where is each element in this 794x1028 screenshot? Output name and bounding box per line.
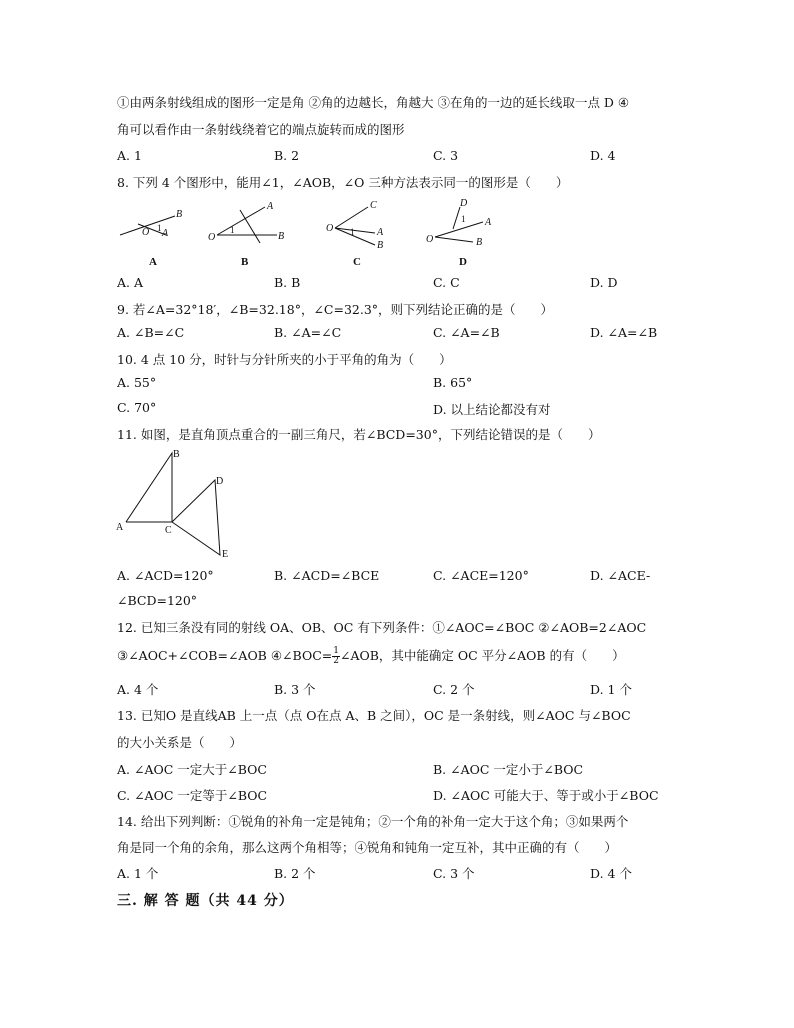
q9-option-b: B. ∠A=∠C — [274, 325, 342, 340]
svg-text:O: O — [326, 223, 334, 234]
q10-option-b: B. 65° — [433, 375, 473, 390]
q9-option-d: D. ∠A=∠B — [590, 325, 658, 340]
q12-stem: 12. 已知三条没有同的射线 OA、OB、OC 有下列条件：①∠AOC=∠BOC ②∠AOB=2∠AOC — [117, 620, 647, 635]
q8-option-a: A. A — [117, 275, 144, 290]
svg-text:D: D — [216, 476, 224, 487]
svg-text:D: D — [460, 198, 468, 209]
svg-text:A: A — [485, 217, 492, 228]
q7-option-d: D. 4 — [590, 148, 616, 163]
q11-option-c: C. ∠ACE=120° — [433, 568, 529, 583]
svg-text:B: B — [241, 256, 249, 268]
q8-figure-c — [326, 200, 384, 251]
svg-text:B: B — [176, 209, 183, 220]
q14-option-a: A. 1 个 — [117, 866, 159, 881]
q10-option-a: A. 55° — [117, 375, 157, 390]
q8-option-d: D. D — [590, 275, 618, 290]
q11-option-b: B. ∠ACD=∠BCE — [274, 568, 380, 583]
q7-option-c: C. 3 — [433, 148, 459, 163]
q13-option-d: D. ∠AOC 可能大于、等于或小于∠BOC — [433, 788, 659, 803]
label-o: O — [142, 227, 150, 238]
svg-text:1: 1 — [230, 225, 235, 235]
q12-option-c: C. 2 个 — [433, 682, 475, 697]
q9-option-a: A. ∠B=∠C — [117, 325, 185, 340]
q12-option-b: B. 3 个 — [274, 682, 316, 697]
svg-text:B: B — [476, 237, 483, 248]
svg-text:C: C — [370, 200, 377, 211]
q13-line1: 13. 已知O 是直线AB 上一点（点 O在点 A、B 之间），OC 是一条射线，则∠AOC 与∠BOC — [117, 708, 631, 723]
q12-option-a: A. 4 个 — [117, 682, 159, 697]
q7-option-a: A. 1 — [117, 148, 142, 163]
svg-text:A: A — [162, 228, 169, 239]
section-3-title: 三. 解 答 题（共 44 分） — [117, 893, 294, 909]
q14-line2: 角是同一个角的余角，那么这两个角相等；④锐角和钝角一定互补，其中正确的有（ ） — [117, 840, 618, 855]
svg-text:A: A — [267, 201, 274, 212]
q11-stem: 11. 如图，是直角顶点重合的一副三角尺，若∠BCD=30°，下列结论错误的是（ ） — [117, 427, 601, 442]
q13-option-c: C. ∠AOC 一定等于∠BOC — [117, 788, 268, 803]
svg-text:1: 1 — [461, 214, 466, 224]
q13-option-b: B. ∠AOC 一定小于∠BOC — [433, 762, 584, 777]
q9-option-c: C. ∠A=∠B — [433, 325, 500, 340]
q10-option-c: C. 70° — [117, 400, 157, 415]
q10-option-d: D. 以上结论都没有对 — [433, 402, 551, 417]
q13-line2: 的大小关系是（ ） — [117, 735, 243, 750]
q11-figure — [112, 445, 242, 560]
svg-text:B: B — [278, 231, 285, 242]
q14-option-c: C. 3 个 — [433, 866, 475, 881]
svg-text:A: A — [116, 522, 124, 533]
q12-fraction: $\frac{1}{2}$ — [333, 646, 339, 666]
q7-line1: ①由两条射线组成的图形一定是角 ②角的边越长，角越大 ③在角的一边的延长线取一点 D ④ — [117, 95, 630, 110]
q11-option-d: D. ∠ACE- — [590, 568, 651, 583]
svg-text:A: A — [149, 256, 157, 268]
svg-text:B: B — [173, 449, 180, 460]
q12-line2-pre: ③∠AOC+∠COB=∠AOB ④∠BOC= — [117, 648, 333, 663]
svg-text:O: O — [208, 232, 216, 243]
q8-figure-b — [208, 201, 284, 243]
q7-line2: 角可以看作由一条射线绕着它的端点旋转而成的图形 — [117, 122, 405, 137]
q11-option-d-cont: ∠BCD=120° — [117, 593, 198, 608]
q8-figure-d — [426, 198, 492, 248]
q13-option-a: A. ∠AOC 一定大于∠BOC — [117, 762, 267, 777]
svg-text:1: 1 — [157, 223, 162, 233]
svg-text:A: A — [377, 227, 384, 238]
svg-text:E: E — [222, 549, 229, 560]
q12-line2 — [117, 643, 625, 669]
svg-text:1: 1 — [350, 227, 355, 237]
q8-figure-a — [120, 209, 182, 239]
q11-option-a: A. ∠ACD=120° — [117, 568, 214, 583]
q8-stem: 8. 下列 4 个图形中，能用∠1，∠AOB，∠O 三种方法表示同一的图形是（ ） — [117, 175, 569, 190]
q12-line2-post: ∠AOB，其中能确定 OC 平分∠AOB 的有（ ） — [339, 648, 625, 663]
q8-option-b: B. B — [274, 275, 301, 290]
q7-option-b: B. 2 — [274, 148, 300, 163]
svg-text:C: C — [165, 525, 172, 536]
q14-option-d: D. 4 个 — [590, 866, 632, 881]
svg-text:O: O — [426, 234, 434, 245]
svg-text:B: B — [377, 240, 384, 251]
q10-stem: 10. 4 点 10 分，时针与分针所夹的小于平角的角为（ ） — [117, 352, 452, 367]
q14-line1: 14. 给出下列判断：①锐角的补角一定是钝角；②一个角的补角一定大于这个角；③如果两个 — [117, 814, 629, 829]
q8-figures — [110, 195, 510, 270]
svg-text:D: D — [459, 256, 467, 268]
q9-stem: 9. 若∠A=32°18′，∠B=32.18°，∠C=32.3°，则下列结论正确的是（ ） — [117, 302, 554, 317]
q14-option-b: B. 2 个 — [274, 866, 316, 881]
q8-option-c: C. C — [433, 275, 460, 290]
q12-option-d: D. 1 个 — [590, 682, 632, 697]
svg-text:C: C — [353, 256, 361, 268]
